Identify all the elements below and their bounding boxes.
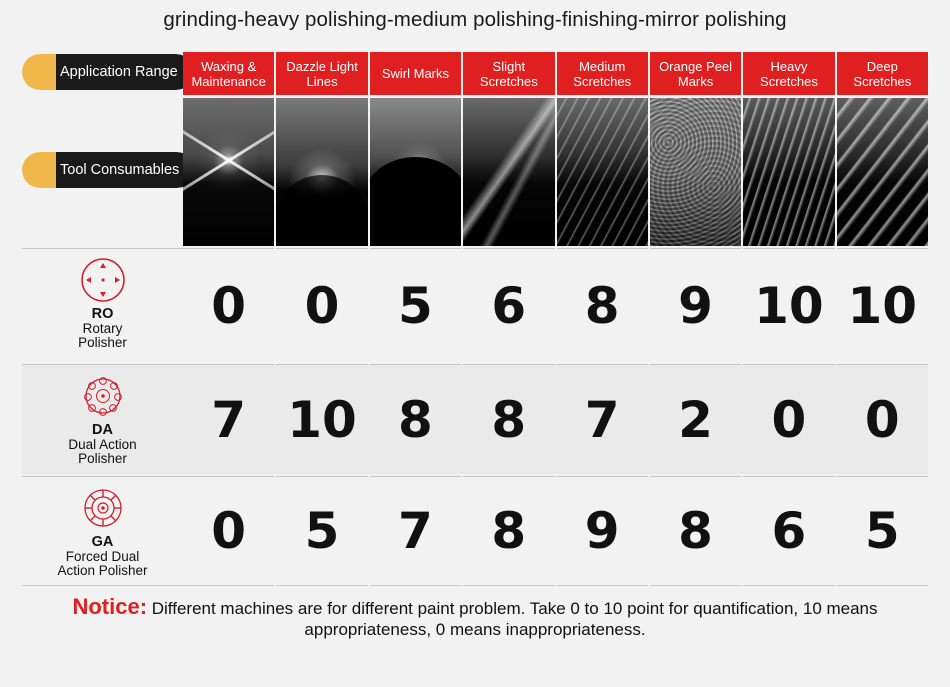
score-cell: 5 [370,248,461,362]
category-header: Heavy Scretches [743,52,834,95]
badge-cap-icon [22,152,56,188]
score-cell: 7 [183,364,274,474]
defect-sample-image [370,98,461,246]
score-cell: 6 [463,248,554,362]
category-header: Medium Scretches [557,52,648,95]
score-cell: 10 [837,248,928,362]
defect-sample-image [463,98,554,246]
score-cell: 5 [837,476,928,586]
score-cell: 9 [557,476,648,586]
defect-sample-image [276,98,367,246]
defect-sample-image [183,98,274,246]
score-cell: 0 [837,364,928,474]
defect-sample-image [837,98,928,246]
category-header: Slight Scretches [463,52,554,95]
badge-tool-consumables-label: Tool Consumables [56,152,195,188]
defect-sample-image [650,98,741,246]
badge-application-range [22,54,194,90]
forced-dual-action-polisher-icon [72,483,134,533]
score-cell: 8 [463,364,554,474]
category-header: Waxing & Maintenance [183,52,274,95]
score-cell: 8 [370,364,461,474]
score-cell: 10 [743,248,834,362]
table-row [22,248,928,362]
score-cell: 7 [370,476,461,586]
table-row [22,476,928,586]
badge-tool-consumables [22,152,195,188]
defect-sample-image [743,98,834,246]
score-cell: 5 [276,476,367,586]
row-name-ro: RO Rotary Polisher [78,306,127,350]
score-cells-ga [183,476,928,586]
category-header: Dazzle Light Lines [276,52,367,95]
score-cell: 8 [463,476,554,586]
score-cell: 10 [276,364,367,474]
defect-sample-image [557,98,648,246]
notice-body: Different machines are for different paint problem. Take 0 to 10 point for quantification, 10 means appropriateness, 0 means inappropriateness. [147,599,878,639]
notice-keyword: Notice: [72,594,148,619]
score-cells-ro [183,248,928,362]
row-name-da: DA Dual Action Polisher [68,422,137,466]
score-cell: 0 [743,364,834,474]
badge-application-range-label: Application Range [56,54,194,90]
score-cell: 8 [650,476,741,586]
score-cell: 9 [650,248,741,362]
row-name-ga: GA Forced Dual Action Polisher [57,534,148,578]
score-cell: 0 [276,248,367,362]
score-cell: 2 [650,364,741,474]
badge-cap-icon [22,54,56,90]
row-label-ro [22,248,183,362]
notice-text [22,596,928,640]
score-cells-da [183,364,928,474]
score-cell: 6 [743,476,834,586]
table-row [22,364,928,474]
score-cell: 7 [557,364,648,474]
rotary-polisher-icon [72,255,134,305]
score-cell: 0 [183,476,274,586]
category-header: Orange Peel Marks [650,52,741,95]
category-header-row [183,52,928,95]
row-label-da [22,364,183,474]
dual-action-polisher-icon [72,371,134,421]
category-header: Deep Scretches [837,52,928,95]
page-title: grinding-heavy polishing-medium polishing-finishing-mirror polishing [163,8,787,31]
score-cell: 8 [557,248,648,362]
row-label-ga [22,476,183,586]
defect-sample-row [183,98,928,246]
category-header: Swirl Marks [370,52,461,95]
score-cell: 0 [183,248,274,362]
